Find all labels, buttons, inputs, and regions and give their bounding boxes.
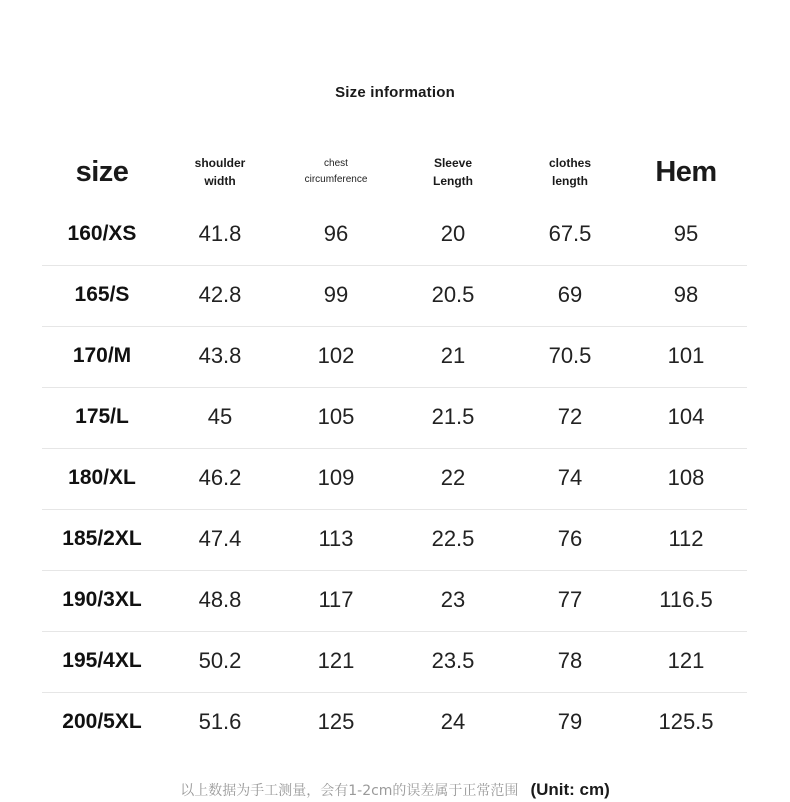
sleeve-length-cell: 21 bbox=[440, 343, 466, 368]
hem-cell: 101 bbox=[667, 343, 705, 368]
size-table bbox=[42, 205, 747, 754]
chest-cell: 99 bbox=[323, 282, 349, 307]
chest-cell: 125 bbox=[317, 709, 355, 734]
size-cell: 160/XS bbox=[67, 222, 137, 245]
sleeve-length-cell: 23 bbox=[440, 587, 466, 612]
size-cell: 200/5XL bbox=[62, 710, 142, 733]
sleeve-length-cell: 22.5 bbox=[431, 526, 475, 551]
shoulder-width-cell: 50.2 bbox=[198, 648, 242, 673]
table-row bbox=[42, 632, 747, 693]
shoulder-width-cell: 51.6 bbox=[198, 709, 242, 734]
hem-cell: 112 bbox=[668, 526, 704, 551]
shoulder-width-cell: 41.8 bbox=[198, 221, 242, 246]
page-title: Size information bbox=[335, 84, 455, 101]
hem-cell: 125.5 bbox=[658, 709, 714, 734]
header-sleeve-length: Sleeve Length bbox=[433, 156, 473, 188]
table-row bbox=[42, 388, 747, 449]
sleeve-length-cell: 20 bbox=[440, 221, 466, 246]
header-hem: Hem bbox=[655, 155, 717, 188]
table-row bbox=[42, 510, 747, 571]
size-cell: 170/M bbox=[72, 344, 132, 367]
measurement-note: 以上数据为手工测量，会有1-2cm的误差属于正常范围 bbox=[180, 783, 519, 799]
clothes-length-cell: 74 bbox=[557, 465, 583, 490]
table-row bbox=[42, 693, 747, 754]
hem-cell: 104 bbox=[667, 404, 705, 429]
chest-cell: 102 bbox=[317, 343, 355, 368]
clothes-length-cell: 79 bbox=[557, 709, 583, 734]
sleeve-length-cell: 20.5 bbox=[431, 282, 475, 307]
size-cell: 175/L bbox=[75, 405, 129, 428]
shoulder-width-cell: 45 bbox=[207, 404, 233, 429]
chest-cell: 117 bbox=[318, 587, 354, 612]
shoulder-width-cell: 48.8 bbox=[198, 587, 242, 612]
header-size: size bbox=[75, 155, 129, 188]
shoulder-width-cell: 46.2 bbox=[198, 465, 242, 490]
table-row bbox=[42, 205, 747, 266]
table-header bbox=[42, 143, 747, 201]
clothes-length-cell: 70.5 bbox=[548, 343, 592, 368]
sleeve-length-cell: 23.5 bbox=[431, 648, 475, 673]
hem-cell: 108 bbox=[667, 465, 705, 490]
header-shoulder-width: shoulder width bbox=[194, 156, 246, 188]
clothes-length-cell: 72 bbox=[557, 404, 583, 429]
size-cell: 185/2XL bbox=[62, 527, 142, 550]
clothes-length-cell: 77 bbox=[557, 587, 583, 612]
unit-label: (Unit: cm) bbox=[530, 780, 610, 799]
table-row bbox=[42, 571, 747, 632]
header-chest-circumference: chest circumference bbox=[304, 158, 368, 185]
hem-cell: 121 bbox=[667, 648, 705, 673]
sleeve-length-cell: 24 bbox=[440, 709, 466, 734]
sleeve-length-cell: 21.5 bbox=[431, 404, 475, 429]
size-cell: 165/S bbox=[74, 283, 130, 306]
shoulder-width-cell: 47.4 bbox=[198, 526, 242, 551]
shoulder-width-cell: 43.8 bbox=[198, 343, 242, 368]
sleeve-length-cell: 22 bbox=[440, 465, 466, 490]
size-cell: 190/3XL bbox=[62, 588, 142, 611]
clothes-length-cell: 76 bbox=[557, 526, 583, 551]
table-row bbox=[42, 449, 747, 510]
clothes-length-cell: 78 bbox=[557, 648, 583, 673]
chest-cell: 96 bbox=[323, 221, 349, 246]
clothes-length-cell: 69 bbox=[557, 282, 583, 307]
header-clothes-length: clothes length bbox=[548, 156, 591, 188]
footer bbox=[0, 780, 790, 800]
chest-cell: 109 bbox=[317, 465, 355, 490]
chest-cell: 113 bbox=[318, 526, 354, 551]
hem-cell: 116.5 bbox=[659, 587, 713, 612]
size-cell: 180/XL bbox=[68, 466, 136, 489]
hem-cell: 95 bbox=[673, 221, 699, 246]
hem-cell: 98 bbox=[673, 282, 699, 307]
chest-cell: 121 bbox=[317, 648, 355, 673]
table-row bbox=[42, 266, 747, 327]
table-row bbox=[42, 327, 747, 388]
shoulder-width-cell: 42.8 bbox=[198, 282, 242, 307]
clothes-length-cell: 67.5 bbox=[548, 221, 592, 246]
chest-cell: 105 bbox=[317, 404, 355, 429]
size-cell: 195/4XL bbox=[62, 649, 142, 672]
